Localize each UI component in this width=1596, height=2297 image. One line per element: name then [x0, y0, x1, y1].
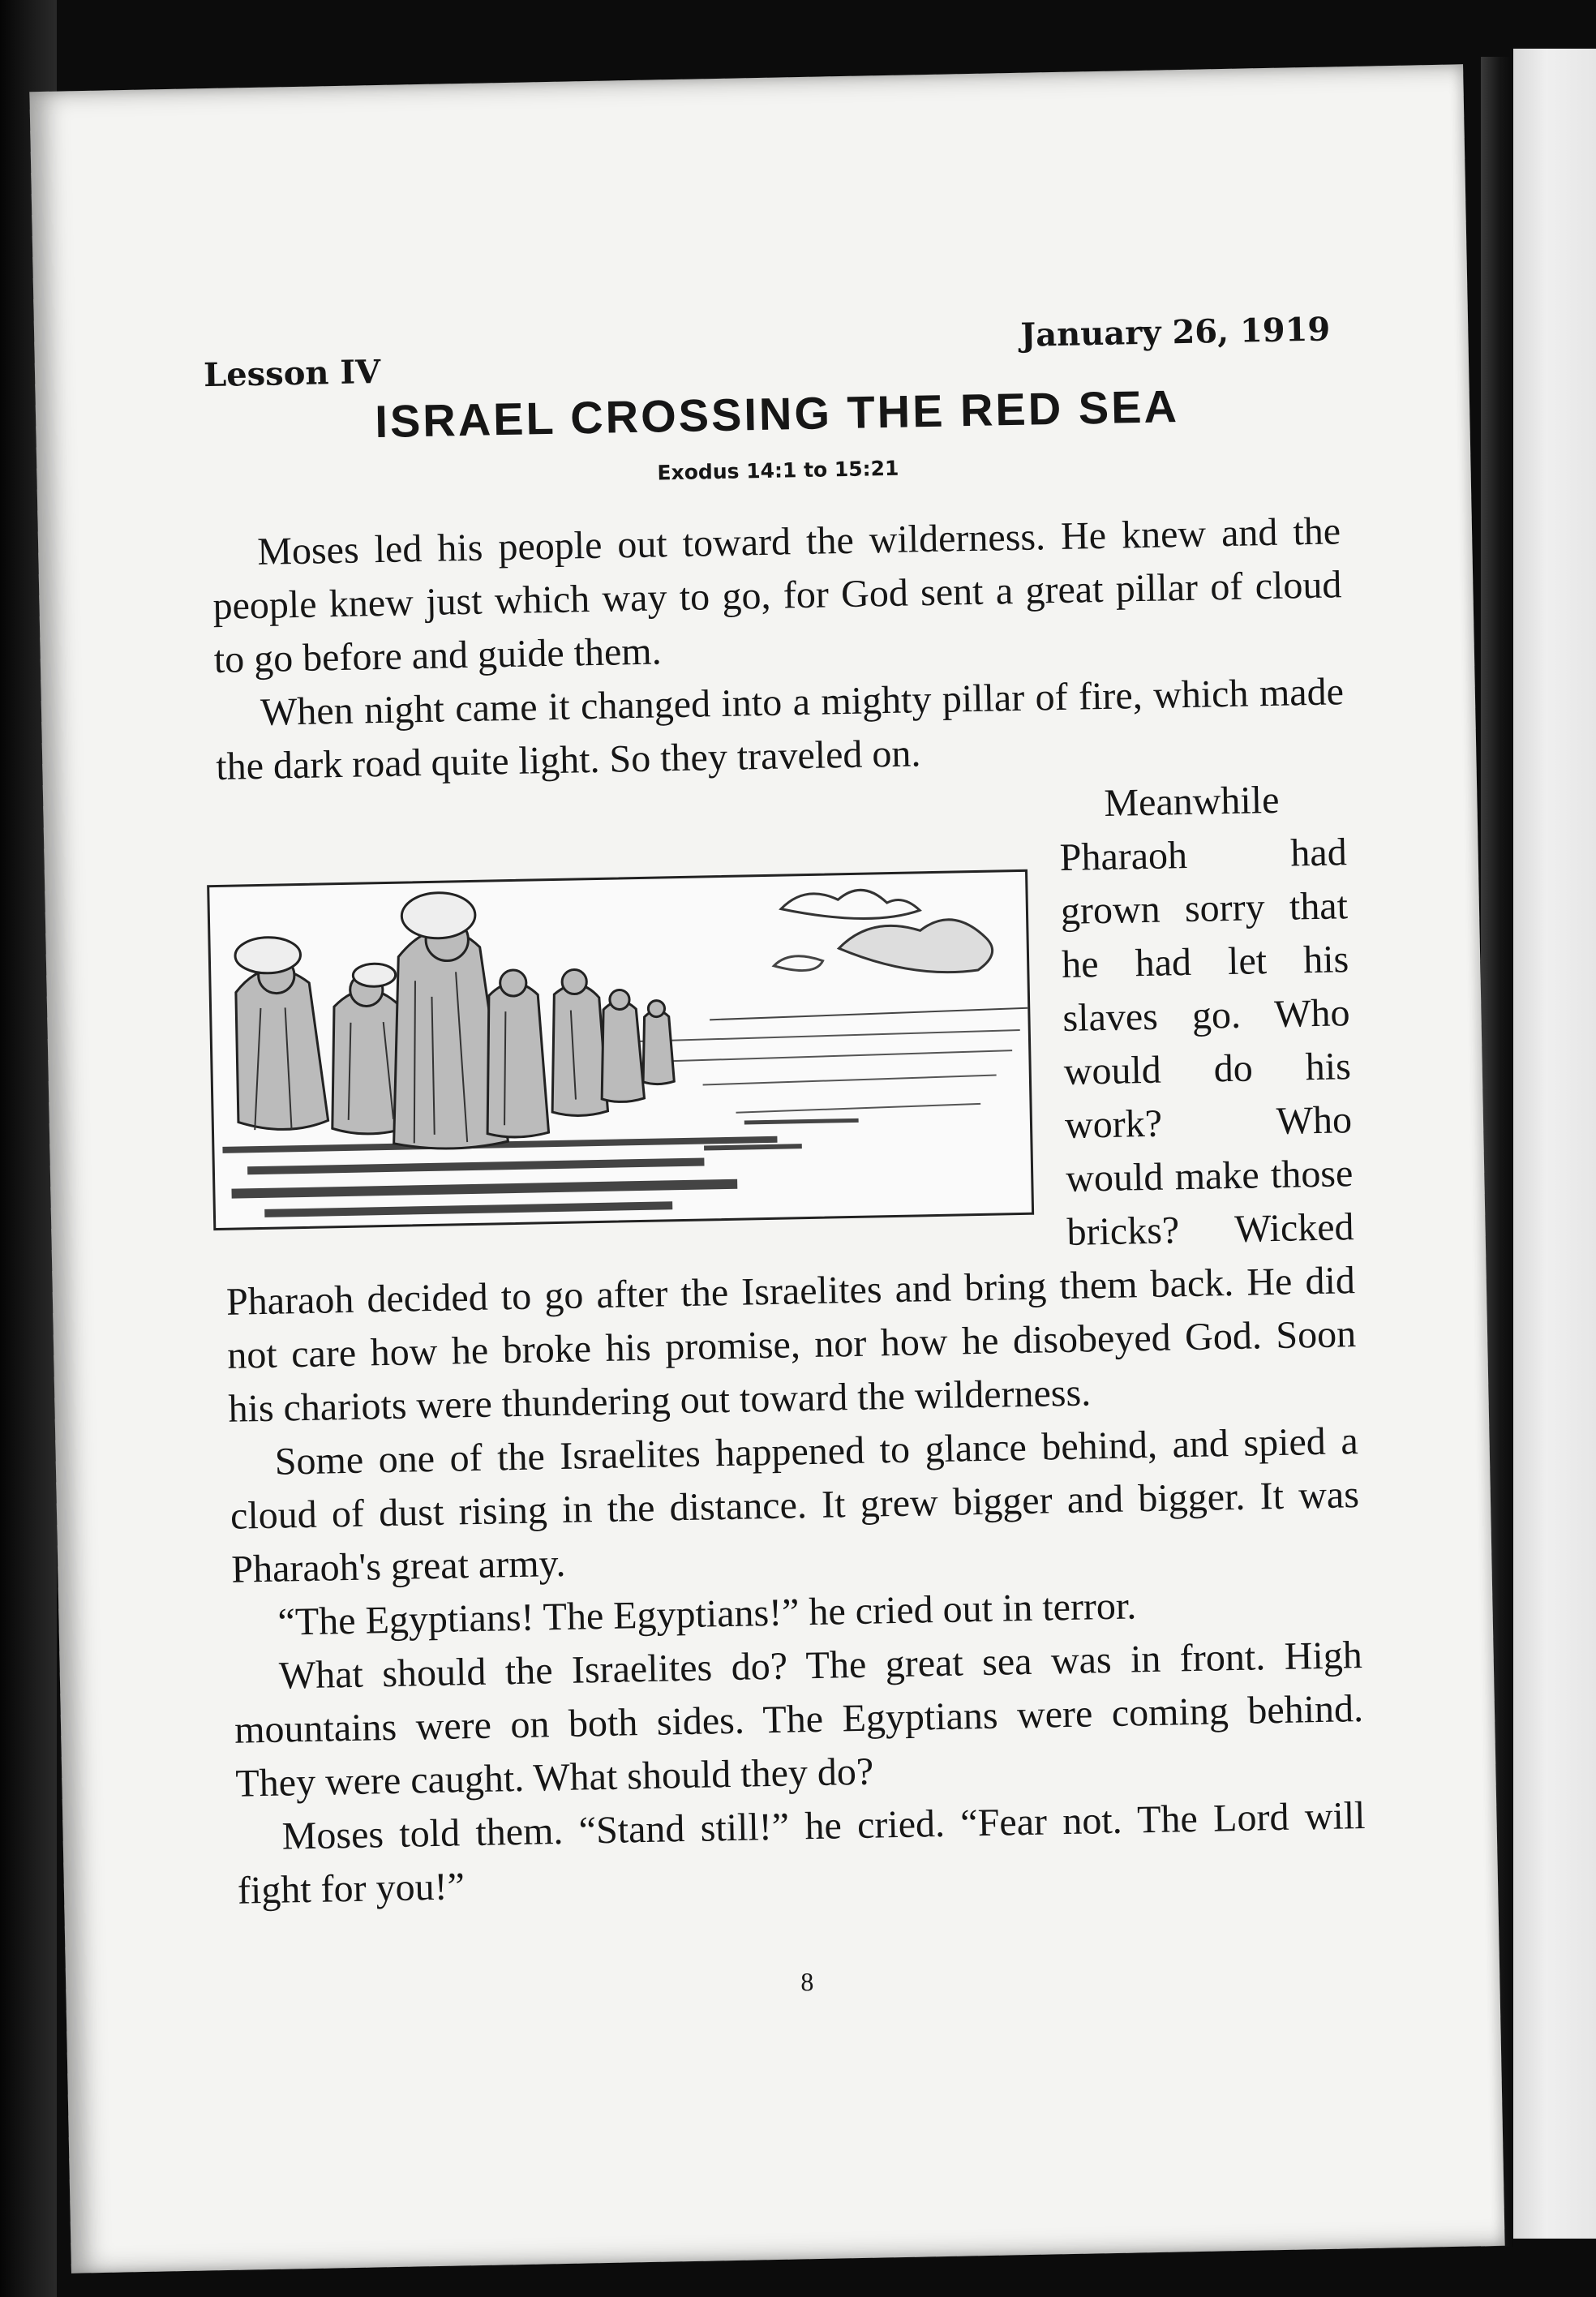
paragraph: “The Egyptians! The Egyptians!” he cried out in terror.	[277, 1584, 1137, 1644]
paragraph: When night came it changed into a mighty pillar of fire, which made the dark road quite light. So they traveled on.	[215, 670, 1345, 788]
illustration-drawing	[209, 872, 1032, 1228]
paragraph: Some one of the Israelites happened to glance behind, and spied a cloud of dust rising in the distance. It grew bigger and bigger. It was Pharaoh's great army.	[230, 1419, 1360, 1591]
israelites-crossing-sea-illustration	[207, 869, 1034, 1230]
page-number: 8	[800, 1967, 814, 1997]
book-page	[29, 64, 1504, 2273]
lesson-label: Lesson IV	[203, 352, 381, 395]
scripture-reference: Exodus 14:1 to 15:21	[657, 456, 899, 485]
paragraph: What should the Israelites do? The great sea was in front. High mountains were on both sides. The Egyptians were coming behind. They were caught. What should they do?	[234, 1634, 1364, 1805]
paragraph: Moses told them. “Stand still!” he cried. “Fear not. The Lord will fight for you!”	[237, 1793, 1366, 1913]
paragraph: Moses led his people out toward the wilderness. He knew and the people knew just which way to go, for God sent a great pillar of cloud to go before and guide them.	[212, 509, 1342, 681]
paragraph: Meanwhile Pharaoh had grown sorry that he had let his slaves go. Who would do his work? Who would make those bricks? Wicked Pharaoh decided to go after the Israelites and bring them back. He did not care how he broke his promise, nor how he disobeyed God. Soon his chariots were thundering out toward the wilderness.	[225, 778, 1357, 1431]
lesson-date: January 26, 1919	[1019, 310, 1331, 354]
page-title: ISRAEL CROSSING THE RED SEA	[374, 380, 1180, 448]
lesson-text	[212, 504, 1367, 1917]
facing-page-edge	[1513, 49, 1596, 2239]
